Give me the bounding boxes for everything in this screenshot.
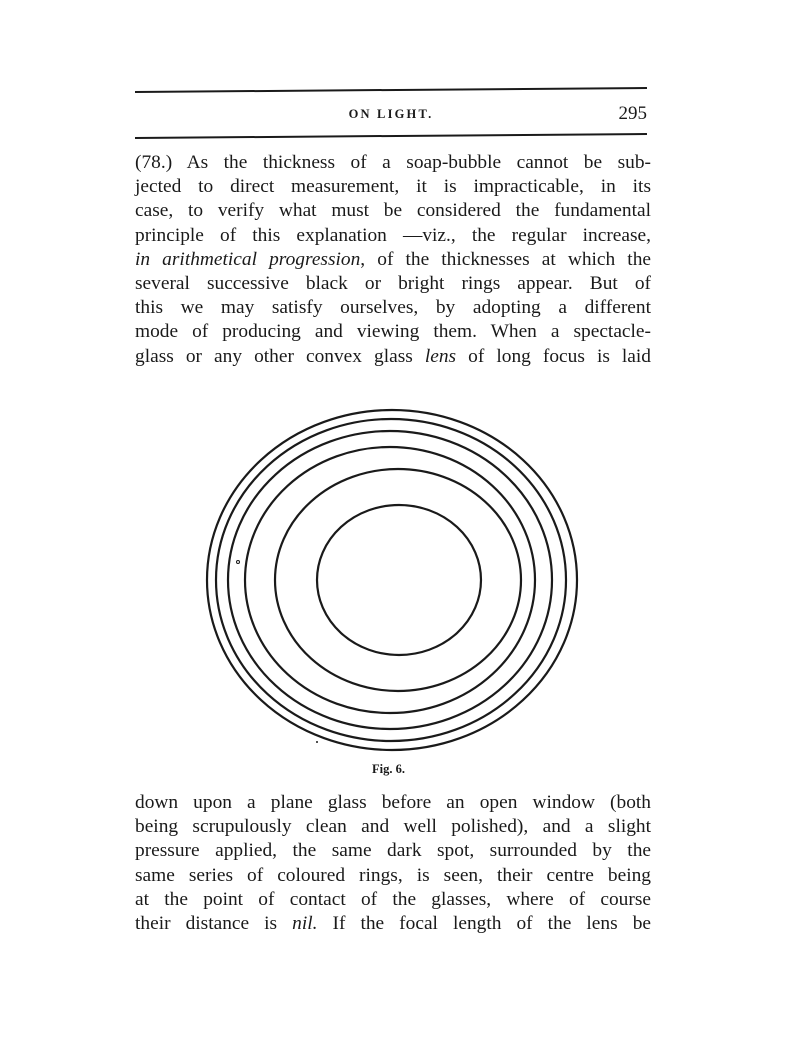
text-segment: jected to direct measurement, it is impracticable, in its [135,176,651,198]
text-segment: glass or any other convex glass [135,345,425,367]
text-segment: their distance is [135,913,293,935]
ring-3 [245,447,535,713]
text-line [135,199,651,223]
text-line [135,815,651,839]
text-line [135,224,651,248]
text-segment: of long focus is laid [456,345,651,367]
running-title: ON LIGHT. [348,107,434,121]
text-segment: mode of producing and viewing them. When a spectacle- [135,321,651,343]
text-segment: down upon a plane glass before an open window (both [135,792,651,813]
text-segment: principle of this explanation —viz., the regular increase, [135,224,651,246]
header-rule-top [135,87,647,93]
text-line [135,839,651,863]
ring-2 [275,469,521,691]
running-head [135,104,647,128]
text-line [135,151,651,175]
text-segment: this we may satisfy ourselves, by adopting a different [135,297,651,319]
text-line [135,248,651,272]
figure-caption: Fig. 6. [372,762,405,776]
text-line [135,791,651,815]
text-segment: several successive black or bright rings appear. But of [135,273,651,295]
text-segment: same series of coloured rings, is seen, their centre being [135,864,651,886]
text-line [135,345,651,369]
italic-text: nil. [292,913,318,935]
text-line [135,320,651,344]
text-line [135,912,651,936]
paragraph-78-bottom [135,791,651,936]
paragraph-78-top [135,151,651,369]
print-speck [237,561,240,564]
ring-5 [216,419,566,741]
ring-4 [228,431,552,729]
text-line [135,296,651,320]
page-number: 295 [618,103,647,124]
text-line [135,175,651,199]
text-segment: at the point of contact of the glasses, where of course [135,888,651,910]
ring-1 [317,505,481,655]
text-line [135,864,651,888]
text-line [135,888,651,912]
text-line [135,272,651,296]
text-segment: , of the thicknesses at which the [360,248,651,270]
italic-text: in arithmetical progression [135,248,361,270]
italic-text: lens [424,345,457,367]
header-rule-bottom [135,133,647,139]
text-segment: case, to verify what must be considered the fundamental [135,200,651,222]
text-segment: If the focal length of the lens be [317,913,651,935]
newtons-rings-figure [200,400,610,760]
print-dot [316,741,318,743]
text-segment: (78.) As the thickness of a soap-bubble cannot be sub- [135,152,651,173]
text-segment: being scrupulously clean and well polished), and a slight [135,816,651,838]
text-segment: pressure applied, the same dark spot, surrounded by the [135,840,651,862]
